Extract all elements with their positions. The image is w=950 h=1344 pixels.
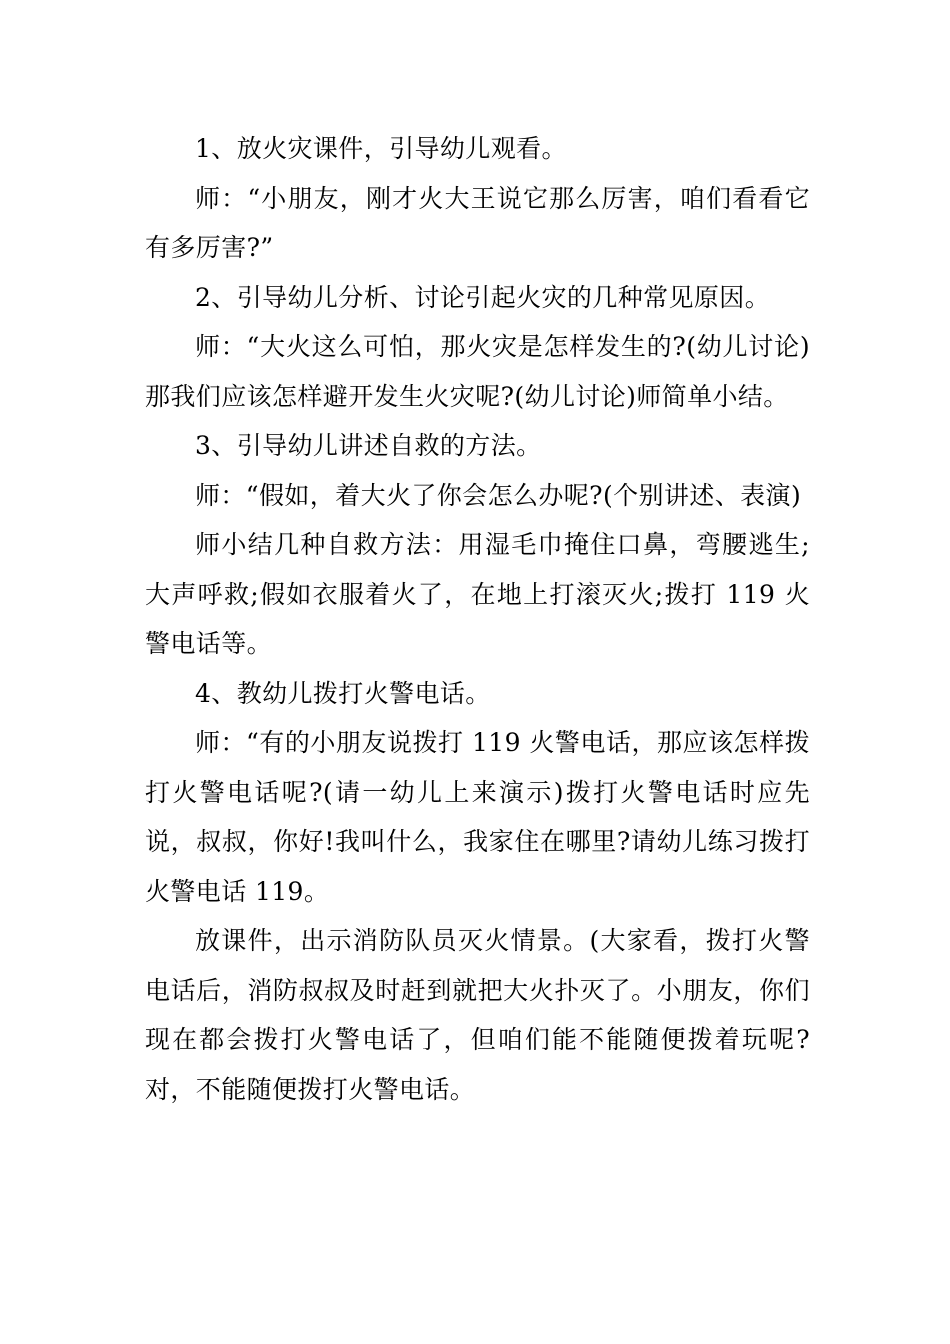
paragraph-courseware: 放课件，出示消防队员灭火情景。(大家看，拨打火警电话后，消防叔叔及时赶到就把大火扑灭了。小朋友，你们现在都会拨打火警电话了，但咱们能不能随便拨着玩呢?对，不能随便拨打火警电话。 bbox=[145, 926, 810, 1104]
paragraph-teacher-1: 师：“小朋友，刚才火大王说它那么厉害，咱们看看它有多厉害?” bbox=[145, 183, 810, 262]
paragraph-step-3: 3、引导幼儿讲述自救的方法。 bbox=[195, 431, 542, 460]
paragraph-step-1: 1、放火灾课件，引导幼儿观看。 bbox=[195, 134, 567, 163]
paragraph-teacher-4: 师：“有的小朋友说拨打 119 火警电话，那应该怎样拨打火警电话呢?(请一幼儿上来演示)拨打火警电话时应先说，叔叔，你好!我叫什么，我家住在哪里?请幼儿练习拨打火警电话 119。 bbox=[145, 728, 810, 906]
paragraph-step-4: 4、教幼儿拨打火警电话。 bbox=[195, 678, 491, 708]
paragraph-summary: 师小结几种自救方法：用湿毛巾掩住口鼻，弯腰逃生;大声呼救;假如衣服着火了，在地上打滚灭火;拨打 119 火警电话等。 bbox=[145, 530, 810, 658]
paragraph-teacher-2: 师：“大火这么可怕，那火灾是怎样发生的?(幼儿讨论)那我们应该怎样避开发生火灾呢?(幼儿讨论)师简单小结。 bbox=[145, 332, 810, 411]
document-body bbox=[145, 124, 810, 1114]
paragraph-teacher-3: 师：“假如，着大火了你会怎么办呢?(个别讲述、表演) bbox=[195, 480, 802, 510]
paragraph-step-2: 2、引导幼儿分析、讨论引起火灾的几种常见原因。 bbox=[195, 282, 771, 312]
